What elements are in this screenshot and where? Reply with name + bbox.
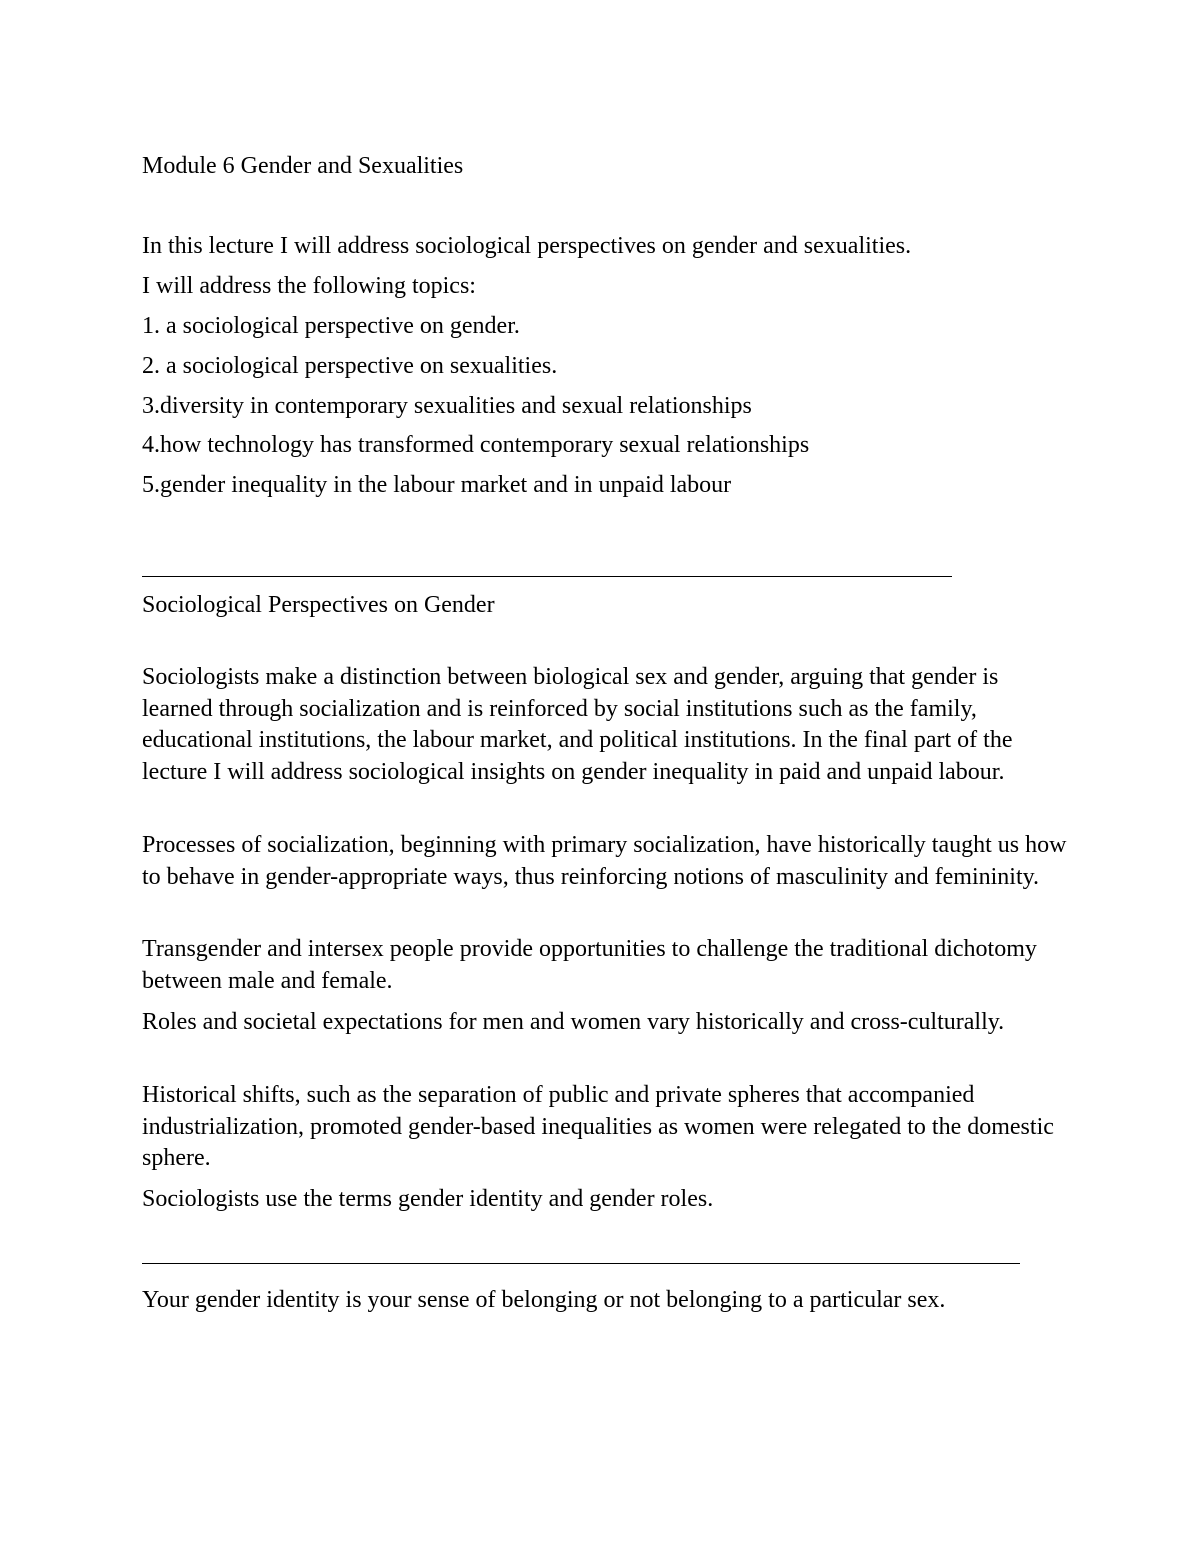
topic-item-2: 2. a sociological perspective on sexualities. [142, 353, 558, 379]
paragraph-roles-expectations: Roles and societal expectations for men and women vary historically and cross-culturally. [142, 1009, 1005, 1035]
paragraph-identity-roles: Sociologists use the terms gender identity and gender roles. [142, 1186, 714, 1212]
section-heading: Sociological Perspectives on Gender [142, 592, 495, 618]
paragraph-sex-vs-gender: Sociologists make a distinction between biological sex and gender, arguing that gender is learned through socialization and is reinforced by social institutions such as the family, educational institutions, the labour market, and political institutions. In the final part of the lecture I will address sociological insights on gender inequality in paid and unpaid labour. [142, 664, 1013, 785]
paragraph-transgender-intersex: Transgender and intersex people provide opportunities to challenge the traditional dichotomy between male and female. [142, 936, 1037, 994]
section-divider-1 [142, 576, 952, 577]
paragraph-historical-shifts: Historical shifts, such as the separation of public and private spheres that accompanied industrialization, promoted gender-based inequalities as women were relegated to the domestic sphere. [142, 1082, 1054, 1171]
topic-item-4: 4.how technology has transformed contemporary sexual relationships [142, 432, 810, 458]
topic-item-3: 3.diversity in contemporary sexualities and sexual relationships [142, 393, 752, 419]
paragraph-socialization: Processes of socialization, beginning with primary socialization, have historically taught us how to behave in gender-appropriate ways, thus reinforcing notions of masculinity and femininity. [142, 832, 1067, 890]
paragraph-gender-identity: Your gender identity is your sense of belonging or not belonging to a particular sex. [142, 1287, 946, 1313]
intro-text: In this lecture I will address sociological perspectives on gender and sexualities. [142, 233, 912, 259]
document-title: Module 6 Gender and Sexualities [142, 153, 464, 179]
topic-item-1: 1. a sociological perspective on gender. [142, 313, 520, 339]
section-divider-2 [142, 1263, 1020, 1264]
topic-item-5: 5.gender inequality in the labour market and in unpaid labour [142, 472, 732, 498]
topics-lead: I will address the following topics: [142, 273, 476, 299]
